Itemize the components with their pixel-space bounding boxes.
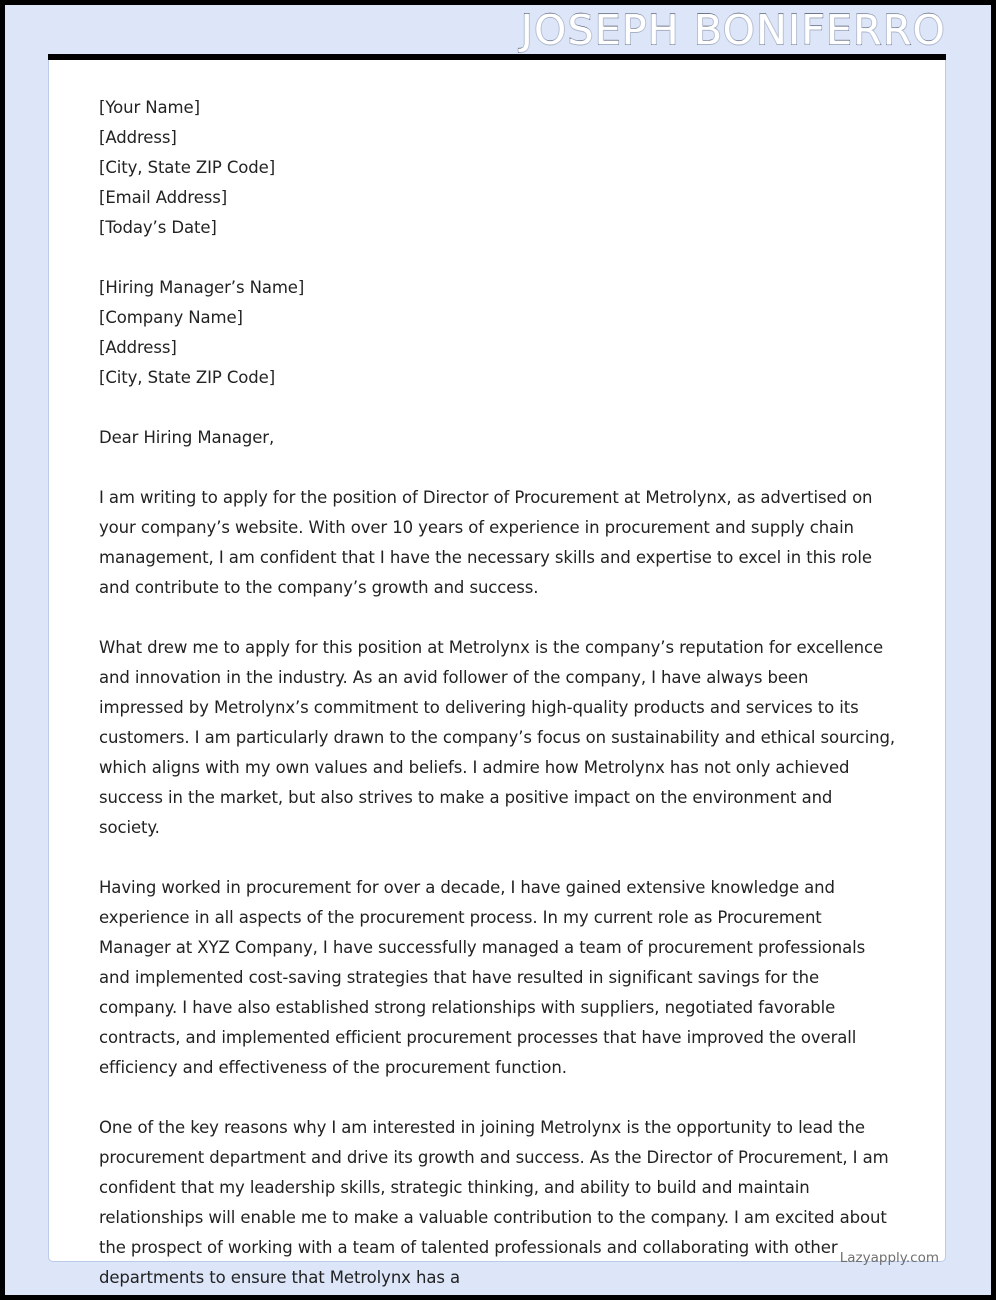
- document-canvas: [5, 5, 991, 1295]
- cover-letter-body: [99, 93, 895, 1295]
- sender-address-block: [99, 93, 895, 243]
- recipient-line: [Hiring Manager’s Name]: [99, 278, 305, 297]
- letter-paragraph: What drew me to apply for this position at Metrolynx is the company’s reputation for excellence and innovation in the industry. As an avid follower of the company, I have always been impressed by Metrolynx’s commitment to delivering high-quality products and services to its customers. I am particularly drawn to the company’s focus on sustainability and ethical sourcing, which aligns with my own values and beliefs. I admire how Metrolynx has not only achieved success in the market, but also strives to make a positive impact on the environment and society.: [99, 638, 896, 837]
- sender-line: [Your Name]: [99, 98, 200, 117]
- salutation: Dear Hiring Manager,: [99, 428, 275, 447]
- sender-line: [Today’s Date]: [99, 218, 217, 237]
- salutation-block: [99, 423, 895, 453]
- recipient-address-block: [99, 273, 895, 393]
- lazyapply-watermark: Lazyapply.com: [839, 1250, 939, 1266]
- document-header: [5, 5, 946, 55]
- sender-line: [Address]: [99, 128, 177, 147]
- recipient-line: [Company Name]: [99, 308, 243, 327]
- sender-line: [City, State ZIP Code]: [99, 158, 276, 177]
- recipient-line: [Address]: [99, 338, 177, 357]
- letter-paragraph: Having worked in procurement for over a decade, I have gained extensive knowledge and experience in all aspects of the procurement process. In my current role as Procurement Manager at XYZ Company, I have successfully managed a team of procurement professionals and implemented cost-saving strategies that have resulted in significant savings for the company. I have also established strong relationships with suppliers, negotiated favorable contracts, and implemented efficient procurement processes that have improved the overall efficiency and effectiveness of the procurement function.: [99, 878, 866, 1077]
- letter-paragraph: I am writing to apply for the position of Director of Procurement at Metrolynx, as advertised on your company’s website. With over 10 years of experience in procurement and supply chain management, I am confident that I have the necessary skills and expertise to excel in this role and contribute to the company’s growth and success.: [99, 488, 873, 597]
- sender-line: [Email Address]: [99, 188, 228, 207]
- recipient-line: [City, State ZIP Code]: [99, 368, 276, 387]
- letter-paragraph: One of the key reasons why I am interested in joining Metrolynx is the opportunity to lead the procurement department and drive its growth and success. As the Director of Procurement, I am confident that my leadership skills, strategic thinking, and ability to build and maintain relationships will enable me to make a valuable contribution to the company. I am excited about the prospect of working with a team of talented professionals and collaborating with other departments to ensure that Metrolynx has a: [99, 1118, 889, 1287]
- applicant-name-heading: JOSEPH BONIFERRO: [520, 6, 946, 54]
